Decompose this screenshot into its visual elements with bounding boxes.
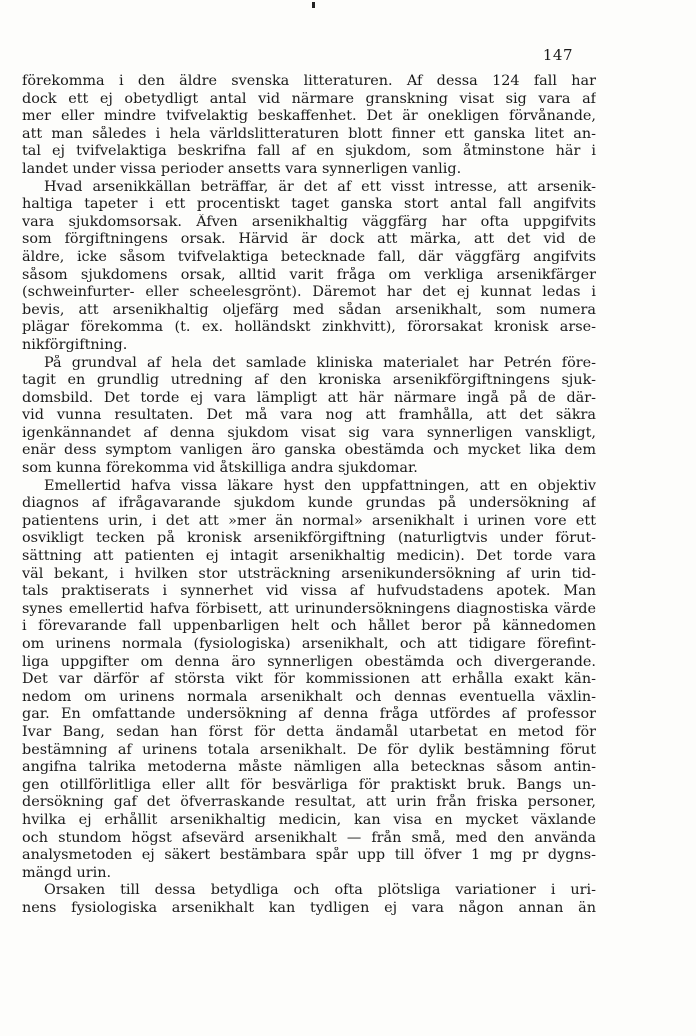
text-line: domsbild. Det torde ej vara lämpligt att här närmare ingå på de där- (22, 389, 596, 406)
text-line: tals praktiserats i synnerhet vid vissa af hufvudstadens apotek. Man (22, 583, 596, 600)
text-line: Orsaken till dessa betydliga och ofta plötsliga variationer i uri- (44, 882, 596, 899)
text-line: nedom om urinens normala arsenikhalt och dennas eventuella växlin- (22, 688, 596, 705)
text-line: äldre, icke såsom tvifvelaktiga betecknade fall, där väggfärg angifvits (22, 248, 596, 265)
text-line: tagit en grundlig utredning af den kroniska arsenikförgiftningens sjuk- (22, 372, 596, 389)
body-text (22, 73, 596, 918)
text-line: som förgiftningens orsak. Härvid är dock att märka, att det vid de (22, 231, 596, 248)
text-line: analysmetoden ej säkert bestämbara spår upp till öfver 1 mg pr dygns- (22, 847, 596, 864)
text-line: På grundval af hela det samlade kliniska materialet har Petrén före- (44, 354, 596, 371)
text-line: bevis, att arsenikhaltig oljefärg med sådan arsenikhalt, som numera (22, 301, 596, 318)
text-line: bestämning af urinens totala arsenikhalt. De för dylik bestämning förut (22, 741, 596, 758)
text-line: mer eller mindre tvifvelaktig beskaffenhet. Det är onekligen förvånande, (22, 108, 596, 125)
text-line: hvilka ej erhållit arsenikhaltig medicin, kan visa en mycket växlande (22, 811, 596, 828)
text-line: vara sjukdomsorsak. Äfven arsenikhaltig väggfärg har ofta uppgifvits (22, 213, 596, 230)
text-line: dersökning gaf det öfverraskande resultat, att urin från friska personer, (22, 794, 596, 811)
text-line: väl bekant, i hvilken stor utsträckning arsenikundersökning af urin tid- (22, 565, 596, 582)
text-line: gar. En omfattande undersökning af denna fråga utfördes af professor (22, 706, 596, 723)
text-line: Ivar Bang, sedan han först för detta ändamål utarbetat en metod för (22, 723, 596, 740)
text-line: liga uppgifter om denna äro synnerligen obestämda och divergerande. (22, 653, 596, 670)
text-line: att man således i hela världslitteraturen blott finner ett ganska litet an- (22, 125, 596, 142)
text-line: nens fysiologiska arsenikhalt kan tydligen ej vara någon annan än (22, 899, 596, 916)
text-line: enär dess symptom vanligen äro ganska obestämda och mycket lika dem (22, 442, 596, 459)
text-line: synes emellertid hafva förbisett, att urinundersökningens diagnostiska värde (22, 600, 596, 617)
text-line: tal ej tvifvelaktiga beskrifna fall af en sjukdom, som åtminstone här i (22, 143, 596, 160)
text-line: (schweinfurter- eller scheelesgrönt). Däremot har det ej kunnat ledas i (22, 284, 596, 301)
text-line: dock ett ej obetydligt antal vid närmare granskning visat sig vara af (22, 90, 596, 107)
text-line: landet under vissa perioder ansetts vara synnerligen vanlig. (22, 160, 462, 177)
text-line: sättning att patienten ej intagit arsenikhaltig medicin). Det torde vara (22, 548, 596, 565)
text-line: nikförgiftning. (22, 336, 128, 353)
text-line: haltiga tapeter i ett procentiskt taget ganska stort antal fall angifvits (22, 196, 596, 213)
text-line: patientens urin, i det att »mer än normal» arsenikhalt i urinen vore ett (22, 512, 596, 529)
text-line: förekomma i den äldre svenska litteraturen. Af dessa 124 fall har (22, 73, 596, 89)
text-line: diagnos af ifrågavarande sjukdom kunde grundas på undersökning af (22, 495, 596, 512)
text-line: Det var därför af största vikt för kommissionen att erhålla exakt kän- (22, 671, 596, 688)
text-line: vid vunna resultaten. Det må vara nog att framhålla, att det säkra (22, 407, 596, 424)
text-line: och stundom högst afsevärd arsenikhalt — från små, med den använda (22, 829, 596, 846)
page-number: 147 (542, 46, 573, 64)
text-line: angifna talrika metoderna måste nämligen alla betecknas såsom antin- (22, 759, 596, 776)
text-line: som kunna förekomma vid åtskilliga andra sjukdomar. (22, 460, 418, 477)
text-line: gen otillförlitliga eller allt för besvärliga för praktiskt bruk. Bangs un- (22, 776, 596, 793)
text-line: plägar förekomma (t. ex. holländskt zinkhvitt), förorsakat kronisk arse- (22, 319, 596, 336)
scan-edge-mark (312, 2, 315, 8)
text-line: Emellertid hafva vissa läkare hyst den uppfattningen, att en objektiv (44, 477, 596, 494)
text-line: mängd urin. (22, 864, 112, 881)
text-line: osvikligt tecken på kronisk arsenikförgiftning (naturligtvis under förut- (22, 530, 596, 547)
text-line: såsom sjukdomens orsak, alltid varit fråga om verkliga arsenikfärger (22, 266, 596, 283)
text-line: Hvad arsenikkällan beträffar, är det af ett visst intresse, att arsenik- (44, 178, 596, 195)
text-line: igenkännandet af denna sjukdom visat sig vara synnerligen vanskligt, (22, 424, 596, 441)
text-line: om urinens normala (fysiologiska) arsenikhalt, och att tidigare förefint- (22, 636, 596, 652)
text-line: i förevarande fall uppenbarligen helt och hållet beror på kännedomen (22, 618, 596, 635)
